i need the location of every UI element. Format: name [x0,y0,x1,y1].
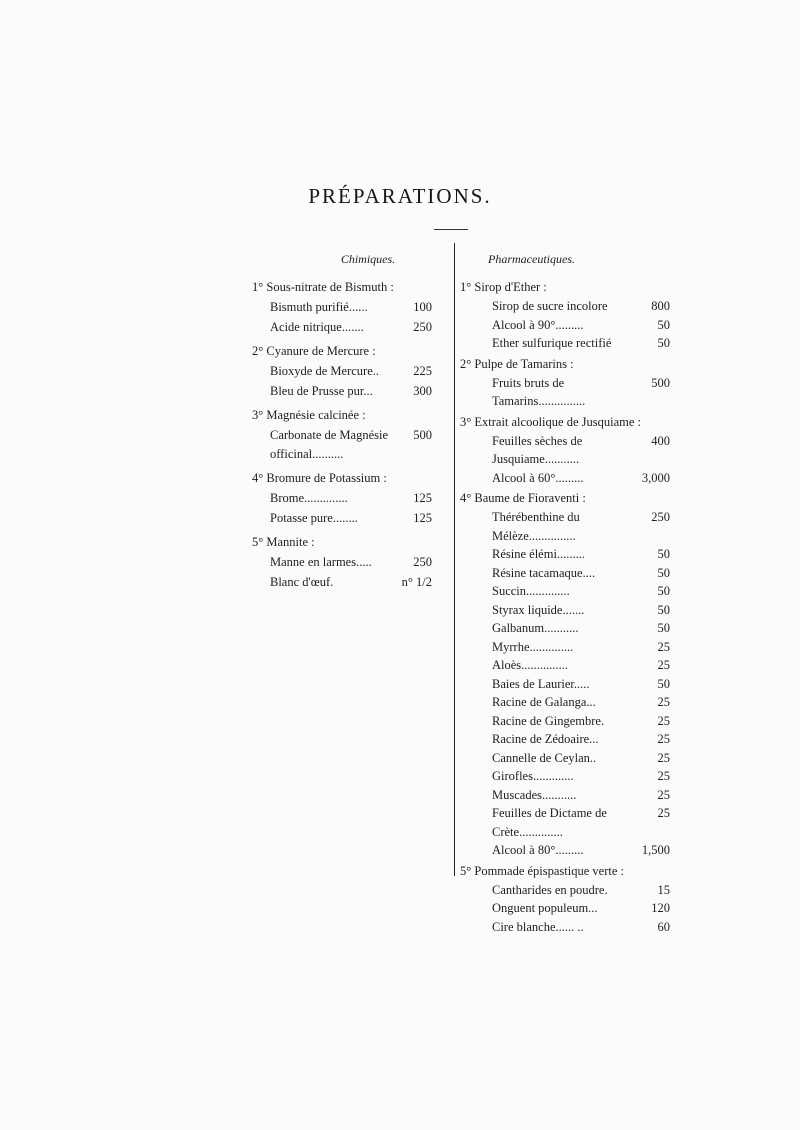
ingredient-row [244,362,432,381]
ingredient-name: Résine élémi......... [492,547,586,561]
recipe-title: 5° Pommade épispastique verte : [460,863,624,878]
ingredient-quantity: 400 [651,433,670,448]
ingredient-quantity: 1,500 [641,843,670,857]
ingredient-quantity: 50 [657,317,670,332]
ingredient-quantity: 50 [657,676,670,691]
ingredient-name: Fruits bruts de Tamarins............... [492,375,586,408]
chimiques-column [244,250,432,597]
recipe-section [244,406,432,463]
ingredient-row [460,767,670,786]
recipe-title: 3° Magnésie calcinée : [252,408,366,422]
recipe-section [460,355,670,411]
ingredient-row [460,675,670,694]
ingredient-row [460,841,670,860]
ingredient-name: Thérébenthine du Mélèze............... [492,510,580,543]
ingredient-quantity: 250 [413,555,432,569]
recipe-title: 1° Sous-nitrate de Bismuth : [252,280,394,294]
ingredient-name: Brome.............. [270,491,348,505]
ingredient-quantity: 250 [651,510,670,524]
ingredient-name: Racine de Galanga... [492,695,596,709]
recipe-section [244,469,432,527]
ingredient-name: Cantharides en poudre. [492,882,608,897]
ingredient-quantity: 50 [657,584,670,598]
recipe-section [244,342,432,400]
ingredient-name: Bioxyde de Mercure.. [270,364,379,378]
page-title: PRÉPARATIONS. [308,184,492,208]
ingredient-quantity: 50 [657,565,670,580]
ingredient-name: Alcool à 90°......... [492,317,584,332]
ingredient-row [460,693,670,712]
ingredient-row [460,545,670,564]
ingredient-quantity: 25 [657,787,670,802]
ingredient-name: Ether sulfurique rectifié [492,336,612,350]
recipe-title: 4° Baume de Fioraventi : [460,491,586,505]
ingredient-quantity: 25 [657,713,670,728]
ingredient-name: Styrax liquide....... [492,602,585,617]
title-rule [434,229,468,230]
ingredient-quantity: 50 [657,547,670,561]
ingredient-quantity: 50 [657,621,670,635]
ingredient-name: Résine tacamaque.... [492,565,596,580]
column-divider [454,243,455,876]
recipe-title: 1° Sirop d'Ether : [460,280,547,294]
ingredient-row [460,564,670,583]
pharmaceutiques-column [460,250,670,938]
ingredient-name: Aloès............... [492,658,569,672]
ingredient-quantity: 125 [413,491,432,505]
ingredient-name: Galbanum........... [492,621,579,635]
ingredient-row [460,656,670,675]
ingredient-quantity: 25 [657,750,670,765]
recipe-section [244,278,432,336]
ingredient-quantity: n° 1/2 [401,574,432,589]
ingredient-quantity: 25 [657,695,670,709]
ingredient-name: Bleu de Prusse pur... [270,383,373,398]
ingredient-row [460,638,670,657]
ingredient-row [460,432,670,469]
ingredient-row [460,601,670,620]
ingredient-row [460,804,670,841]
ingredient-row [460,730,670,749]
recipe-title: 3° Extrait alcoolique de Jusquiame : [460,414,641,429]
recipe-section [460,862,670,937]
ingredient-row [244,573,432,592]
ingredient-quantity: 225 [413,364,432,378]
ingredient-name: Myrrhe.............. [492,639,574,654]
ingredient-row [460,297,670,316]
ingredient-row [460,316,670,335]
ingredient-quantity: 25 [657,639,670,654]
ingredient-quantity: 500 [413,428,432,442]
ingredient-quantity: 50 [657,602,670,617]
ingredient-name: Carbonate de Magnésie officinal.......... [270,428,389,461]
recipe-section [244,533,432,591]
ingredient-name: Racine de Zédoaire... [492,732,599,746]
ingredient-quantity: 125 [413,510,432,525]
ingredient-quantity: 120 [651,901,670,915]
ingredient-name: Potasse pure........ [270,510,358,525]
ingredient-quantity: 500 [651,375,670,390]
recipe-title: 2° Cyanure de Mercure : [252,344,376,358]
ingredient-quantity: 25 [657,806,670,820]
ingredient-name: Cire blanche...... .. [492,919,584,934]
ingredient-row [244,426,432,463]
recipe-section [460,413,670,488]
ingredient-name: Manne en larmes..... [270,555,372,569]
ingredient-name: Cannelle de Ceylan.. [492,750,597,765]
ingredient-quantity: 100 [413,300,432,314]
ingredient-name: Onguent populeum... [492,901,598,915]
ingredient-name: Muscades........... [492,787,577,802]
recipe-section [460,278,670,353]
recipe-title: 5° Mannite : [252,535,315,549]
ingredient-name: Blanc d'œuf. [270,574,334,589]
column-heading-pharmaceutiques: Pharmaceutiques. [488,252,575,266]
ingredient-row [460,334,670,353]
ingredient-name: Sirop de sucre incolore [492,299,608,313]
ingredient-row [244,382,432,401]
ingredient-row [460,786,670,805]
ingredient-row [460,749,670,768]
ingredient-row [244,509,432,528]
ingredient-row [244,553,432,572]
ingredient-name: Succin.............. [492,584,570,598]
ingredient-quantity: 50 [657,336,670,350]
ingredient-row [460,582,670,601]
ingredient-row [460,712,670,731]
ingredient-name: Baies de Laurier..... [492,676,590,691]
ingredient-row [460,881,670,900]
ingredient-row [460,469,670,488]
ingredient-row [244,318,432,337]
ingredient-quantity: 25 [657,732,670,746]
ingredient-quantity: 15 [657,882,670,897]
column-heading-chimiques: Chimiques. [340,252,396,266]
ingredient-quantity: 3,000 [641,470,670,485]
ingredient-row [244,298,432,317]
ingredient-name: Racine de Gingembre. [492,713,605,728]
ingredient-row [460,899,670,918]
ingredient-quantity: 300 [413,383,432,398]
recipe-title: 2° Pulpe de Tamarins : [460,356,574,371]
ingredient-quantity: 25 [657,769,670,783]
ingredient-name: Bismuth purifié...... [270,300,368,314]
ingredient-row [460,619,670,638]
recipe-section [460,489,670,860]
ingredient-quantity: 800 [651,299,670,313]
ingredient-name: Girofles............. [492,769,574,783]
ingredient-name: Feuilles sèches de Jusquiame........... [492,433,583,466]
recipe-title: 4° Bromure de Potassium : [252,471,387,485]
ingredient-row [460,508,670,545]
ingredient-name: Alcool à 80°......... [492,843,584,857]
ingredient-name: Acide nitrique....... [270,319,364,334]
ingredient-name: Alcool à 60°......... [492,470,584,485]
ingredient-quantity: 250 [413,319,432,334]
ingredient-quantity: 60 [657,919,670,934]
ingredient-row [244,489,432,508]
ingredient-name: Feuilles de Dictame de Crète.............. [492,806,607,839]
ingredient-quantity: 25 [657,658,670,672]
ingredient-row [460,374,670,411]
ingredient-row [460,918,670,937]
